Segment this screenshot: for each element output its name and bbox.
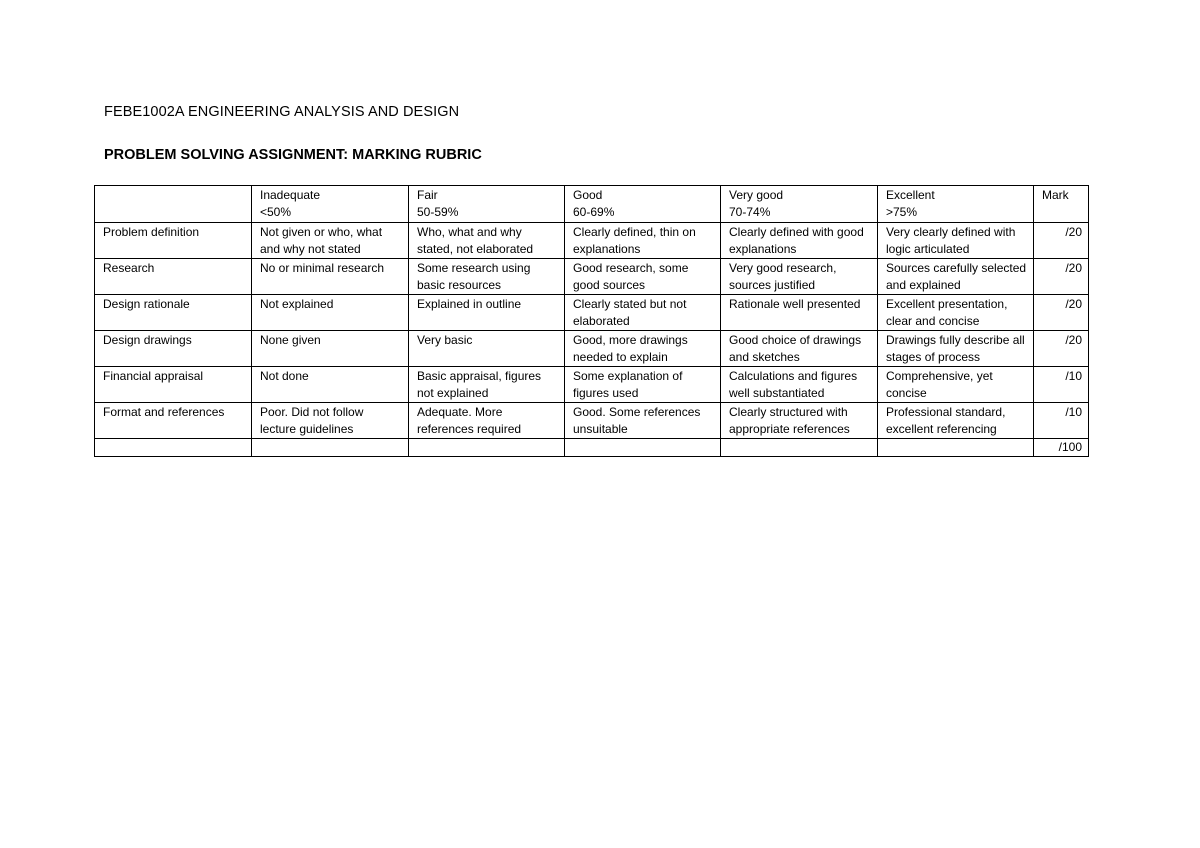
- good-cell: Clearly defined, thin on explanations: [565, 223, 721, 259]
- excellent-cell: Professional standard, excellent referencing: [878, 403, 1034, 439]
- level-range: <50%: [260, 205, 292, 219]
- inadequate-cell: Not done: [252, 367, 409, 403]
- mark-header-cell: Mark: [1034, 186, 1089, 223]
- inadequate-cell: Not given or who, what and why not stated: [252, 223, 409, 259]
- rubric-row-format-and-references: [95, 403, 1089, 439]
- empty-cell: [409, 439, 565, 457]
- level-name: Fair: [417, 188, 438, 202]
- very-good-cell: Calculations and figures well substantiated: [721, 367, 878, 403]
- rubric-row-problem-definition: [95, 223, 1089, 259]
- level-name: Inadequate: [260, 188, 321, 202]
- inadequate-cell: No or minimal research: [252, 259, 409, 295]
- good-cell: Good, more drawings needed to explain: [565, 331, 721, 367]
- fair-cell: Very basic: [409, 331, 565, 367]
- empty-cell: [95, 439, 252, 457]
- empty-cell: [721, 439, 878, 457]
- criteria-header-cell: [95, 186, 252, 223]
- level-range: >75%: [886, 205, 918, 219]
- excellent-cell: Comprehensive, yet concise: [878, 367, 1034, 403]
- rubric-total-row: [95, 439, 1089, 457]
- level-range: 60-69%: [573, 205, 615, 219]
- total-mark-cell: /100: [1034, 439, 1089, 457]
- excellent-cell: Excellent presentation, clear and concise: [878, 295, 1034, 331]
- empty-cell: [565, 439, 721, 457]
- rubric-row-design-rationale: [95, 295, 1089, 331]
- empty-cell: [878, 439, 1034, 457]
- marking-rubric-table: [94, 185, 1089, 457]
- fair-cell: Who, what and why stated, not elaborated: [409, 223, 565, 259]
- level-header-fair: [409, 186, 565, 223]
- good-cell: Clearly stated but not elaborated: [565, 295, 721, 331]
- criterion-cell: Design rationale: [95, 295, 252, 331]
- fair-cell: Basic appraisal, figures not explained: [409, 367, 565, 403]
- inadequate-cell: None given: [252, 331, 409, 367]
- empty-cell: [252, 439, 409, 457]
- level-header-inadequate: [252, 186, 409, 223]
- good-cell: Some explanation of figures used: [565, 367, 721, 403]
- level-name: Good: [573, 188, 603, 202]
- inadequate-cell: Not explained: [252, 295, 409, 331]
- very-good-cell: Very good research, sources justified: [721, 259, 878, 295]
- level-name: Excellent: [886, 188, 935, 202]
- level-header-excellent: [878, 186, 1034, 223]
- very-good-cell: Good choice of drawings and sketches: [721, 331, 878, 367]
- fair-cell: Explained in outline: [409, 295, 565, 331]
- rubric-row-design-drawings: [95, 331, 1089, 367]
- excellent-cell: Sources carefully selected and explained: [878, 259, 1034, 295]
- mark-cell: /20: [1034, 223, 1089, 259]
- criterion-cell: Problem definition: [95, 223, 252, 259]
- criterion-cell: Financial appraisal: [95, 367, 252, 403]
- document-title: FEBE1002A ENGINEERING ANALYSIS AND DESIGN: [104, 104, 460, 120]
- good-cell: Good research, some good sources: [565, 259, 721, 295]
- mark-cell: /20: [1034, 259, 1089, 295]
- very-good-cell: Rationale well presented: [721, 295, 878, 331]
- level-range: 50-59%: [417, 205, 459, 219]
- mark-cell: /20: [1034, 295, 1089, 331]
- mark-cell: /10: [1034, 367, 1089, 403]
- criterion-cell: Design drawings: [95, 331, 252, 367]
- level-name: Very good: [729, 188, 784, 202]
- document-subtitle: PROBLEM SOLVING ASSIGNMENT: MARKING RUBRIC: [104, 147, 482, 163]
- level-header-good: [565, 186, 721, 223]
- excellent-cell: Drawings fully describe all stages of process: [878, 331, 1034, 367]
- very-good-cell: Clearly defined with good explanations: [721, 223, 878, 259]
- rubric-row-financial-appraisal: [95, 367, 1089, 403]
- good-cell: Good. Some references unsuitable: [565, 403, 721, 439]
- mark-cell: /10: [1034, 403, 1089, 439]
- fair-cell: Some research using basic resources: [409, 259, 565, 295]
- very-good-cell: Clearly structured with appropriate references: [721, 403, 878, 439]
- mark-cell: /20: [1034, 331, 1089, 367]
- level-range: 70-74%: [729, 205, 771, 219]
- criterion-cell: Research: [95, 259, 252, 295]
- inadequate-cell: Poor. Did not follow lecture guidelines: [252, 403, 409, 439]
- rubric-row-research: [95, 259, 1089, 295]
- header-row: [95, 186, 1089, 223]
- excellent-cell: Very clearly defined with logic articulated: [878, 223, 1034, 259]
- level-header-very-good: [721, 186, 878, 223]
- fair-cell: Adequate. More references required: [409, 403, 565, 439]
- criterion-cell: Format and references: [95, 403, 252, 439]
